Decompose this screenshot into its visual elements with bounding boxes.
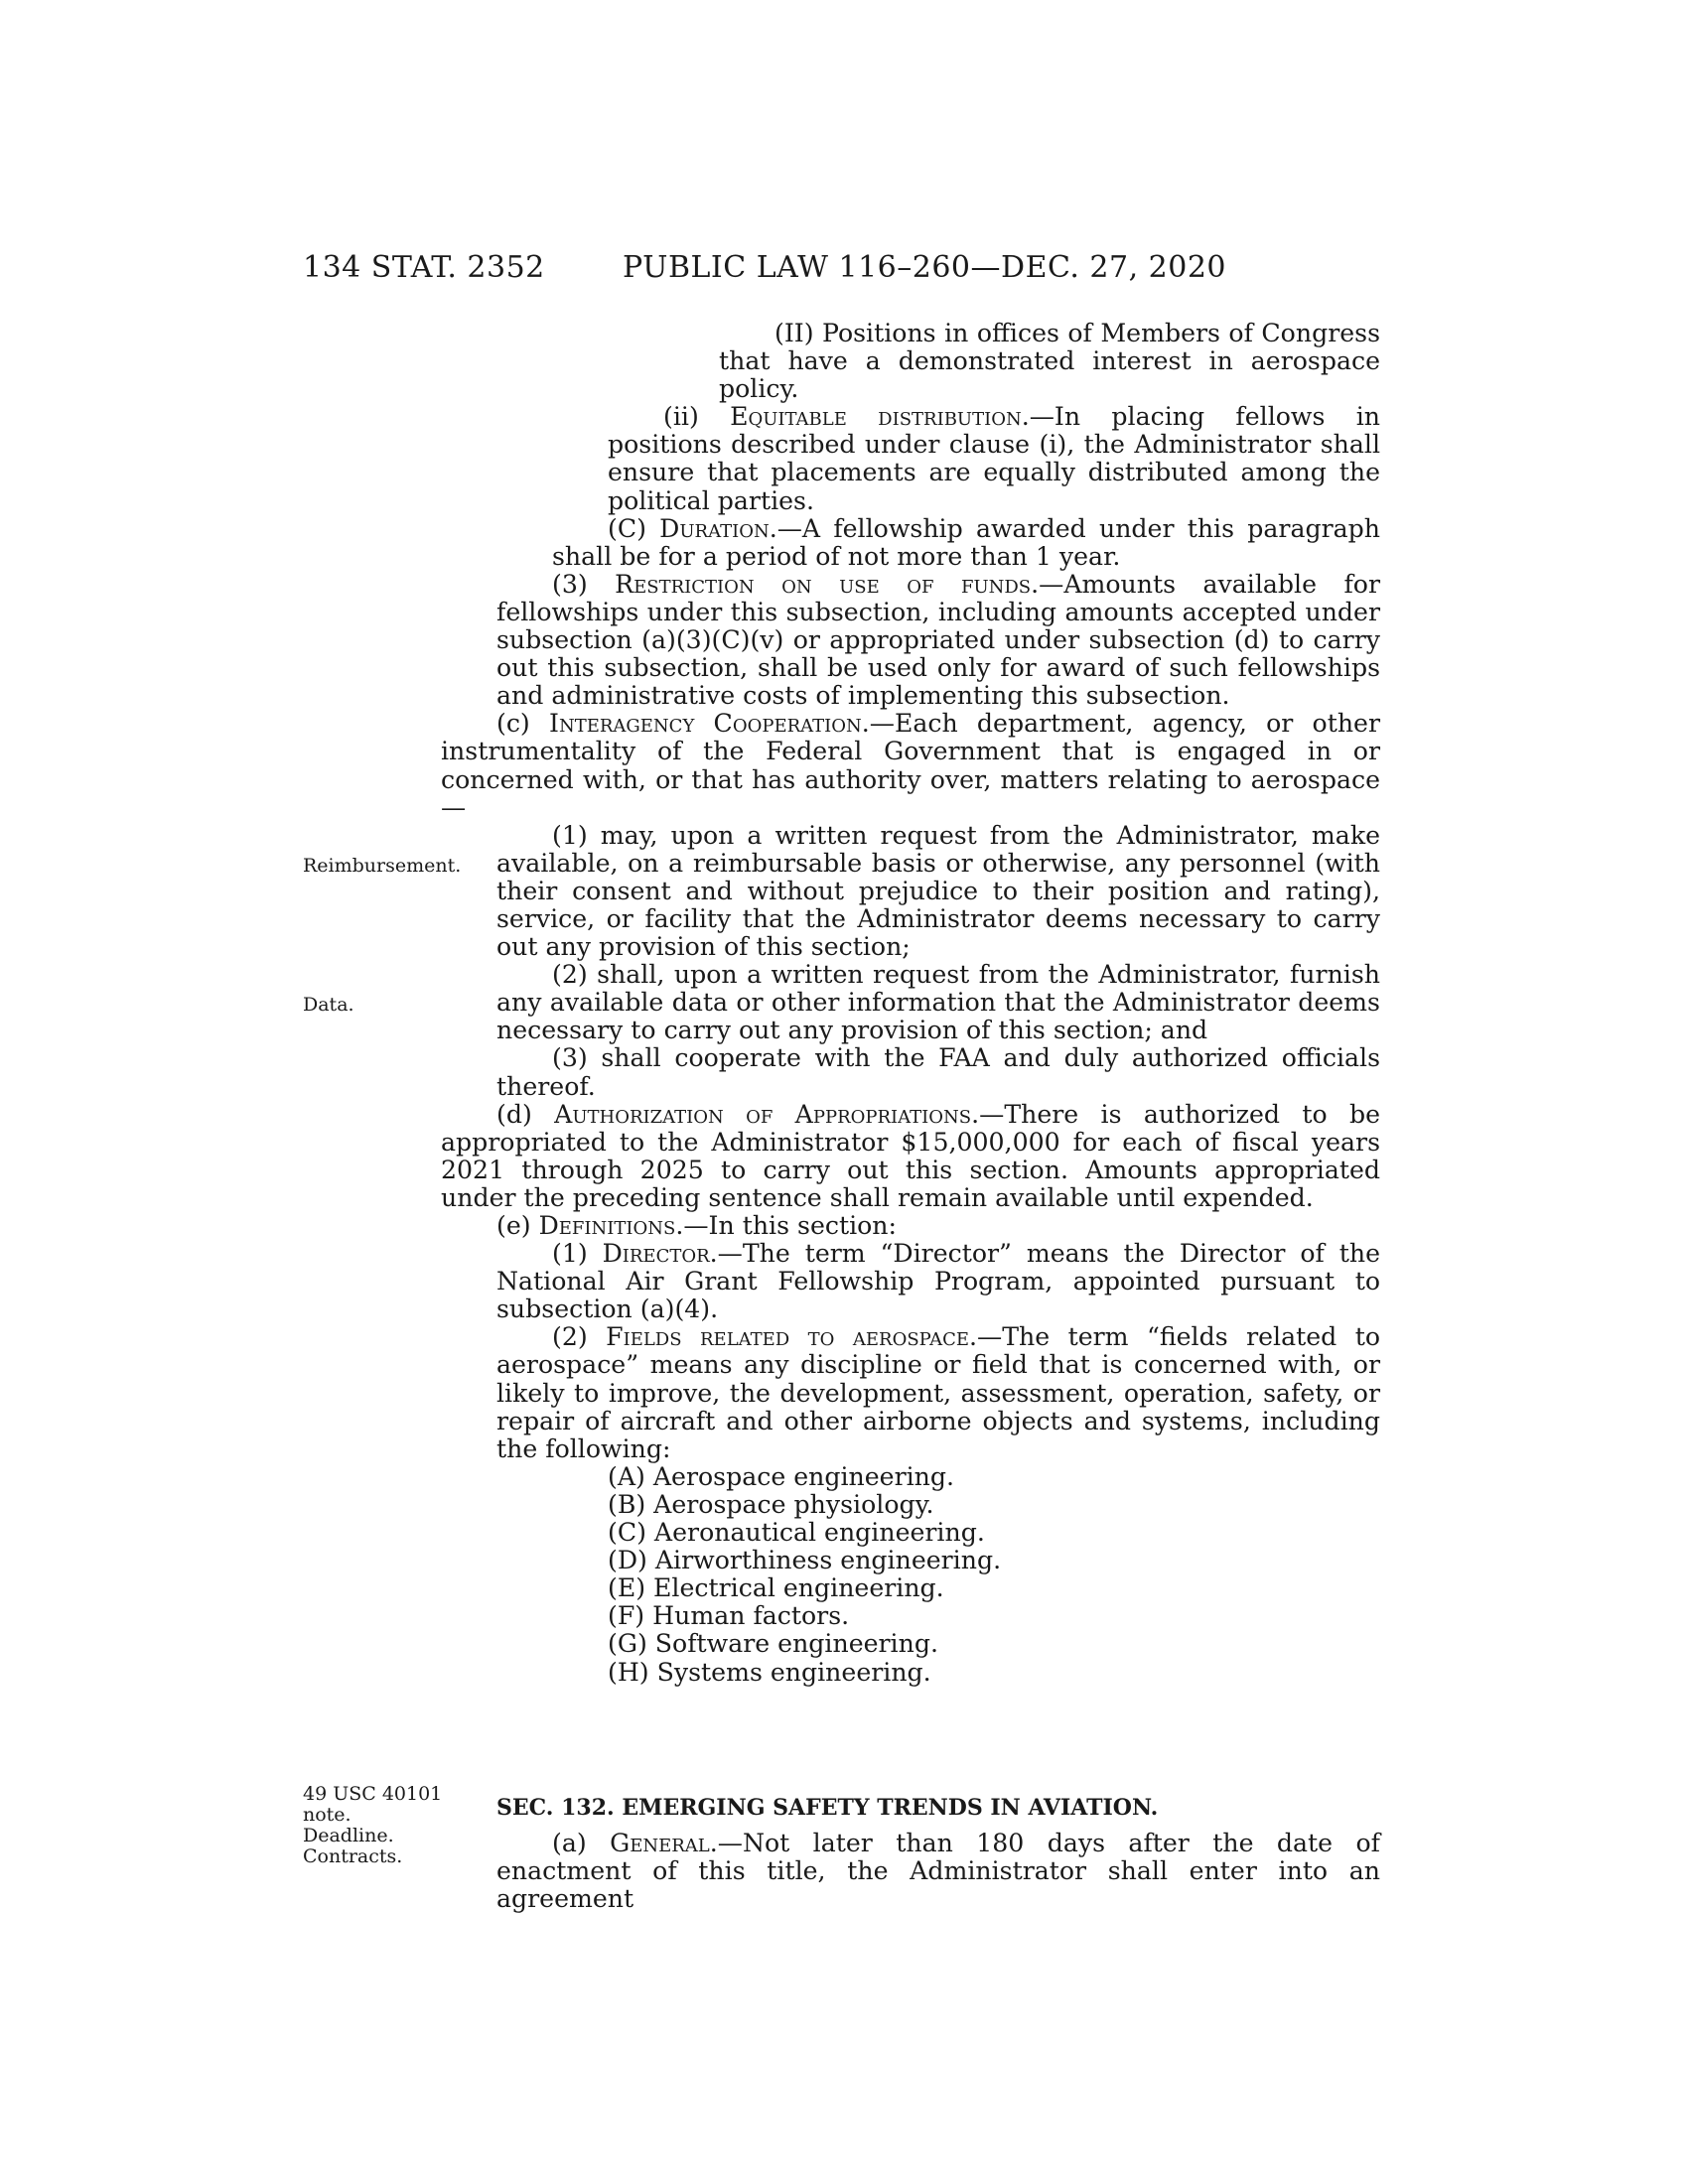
paragraph-c1: (1) may, upon a written request from the Administrator, make available, on a reimbursable basis or otherwise, any personnel (with their consent and without prejudice to their position and rating), service, or facility that the Administrator deems necessary to carry out any provision of this section; [496,820,1380,962]
paragraph-e2: (2) Fields related to aerospace.—The term “fields related to aerospace” means any discipline or field that is concerned with, or likely to improve, the development, assessment, operation, safety, or repair of aircraft and other airborne objects and systems, including the following: [496,1322,1380,1463]
paragraph-c2: (2) shall, upon a written request from the Administrator, furnish any available data or other information that the Administrator deems necessary to carry out any provision of this section; and [496,960,1380,1045]
margin-note-contracts: Contracts. [303,1845,403,1867]
section-body [496,1830,1380,1913]
paragraph-II: (II) Positions in offices of Members of Congress that have a demonstrated interest in aerospace policy. [719,319,1380,404]
paragraph-a: (a) General.—Not later than 180 days after the date of enactment of this title, the Administrator shall enter into an agreement [496,1829,1380,1914]
list-item: (B) Aerospace physiology. [608,1489,934,1519]
list-item: (E) Electrical engineering. [608,1573,944,1603]
margin-note-reimbursement: Reimbursement. [303,855,462,877]
margin-note-data: Data. [303,994,354,1016]
margin-note-note: note. [303,1804,352,1826]
paragraph-3: (3) Restriction on use of funds.—Amounts available for fellowships under this subsection, including amounts accepted under subsection (a)(3)(C)(v) or appropriated under subsection (d) to carry out this subsection, shall be used only for award of such fellowships and administrative costs of implementing this subsection. [496,569,1380,711]
margin-note-usc: 49 USC 40101 [303,1783,443,1805]
paragraph-d: (d) Authorization of Appropriations.—There is authorized to be appropriated to the Administrator $15,000,000 for each of fiscal years 2021 through 2025 to carry out this section. Amounts appropriated under the preceding sentence shall remain available until expended. [441,1099,1380,1212]
margin-note-deadline: Deadline. [303,1825,394,1846]
section-heading: SEC. 132. EMERGING SAFETY TRENDS IN AVIATION. [496,1795,1159,1821]
paragraph-ii: (ii) Equitable distribution.—In placing fellows in positions described under clause (i), the Administrator shall ensure that placements are equally distributed among the political parties. [608,402,1380,515]
list-item: (F) Human factors. [608,1601,850,1631]
paragraph-c3: (3) shall cooperate with the FAA and duly authorized officials thereof. [496,1043,1380,1101]
list-item: (D) Airworthiness engineering. [608,1546,1002,1575]
list-item: (H) Systems engineering. [608,1657,931,1687]
list-item: (C) Aeronautical engineering. [608,1518,985,1548]
page-header-stat: 134 STAT. 2352 [303,250,545,285]
list-item: (G) Software engineering. [608,1629,938,1659]
paragraph-C: (C) Duration.—A fellowship awarded under this paragraph shall be for a period of not more than 1 year. [552,513,1380,571]
paragraph-c: (c) Interagency Cooperation.—Each department, agency, or other instrumentality of the Federal Government that is engaged in or concerned with, or that has authority over, matters relating to aerospace— [441,709,1380,822]
paragraph-e: (e) Definitions.—In this section: [496,1211,898,1240]
page-header-title: PUBLIC LAW 116–260—DEC. 27, 2020 [623,250,1227,285]
body-text [441,319,1380,1687]
paragraph-e1: (1) Director.—The term “Director” means the Director of the National Air Grant Fellowship Program, appointed pursuant to subsection (a)(4). [496,1239,1380,1324]
list-item: (A) Aerospace engineering. [608,1461,955,1491]
